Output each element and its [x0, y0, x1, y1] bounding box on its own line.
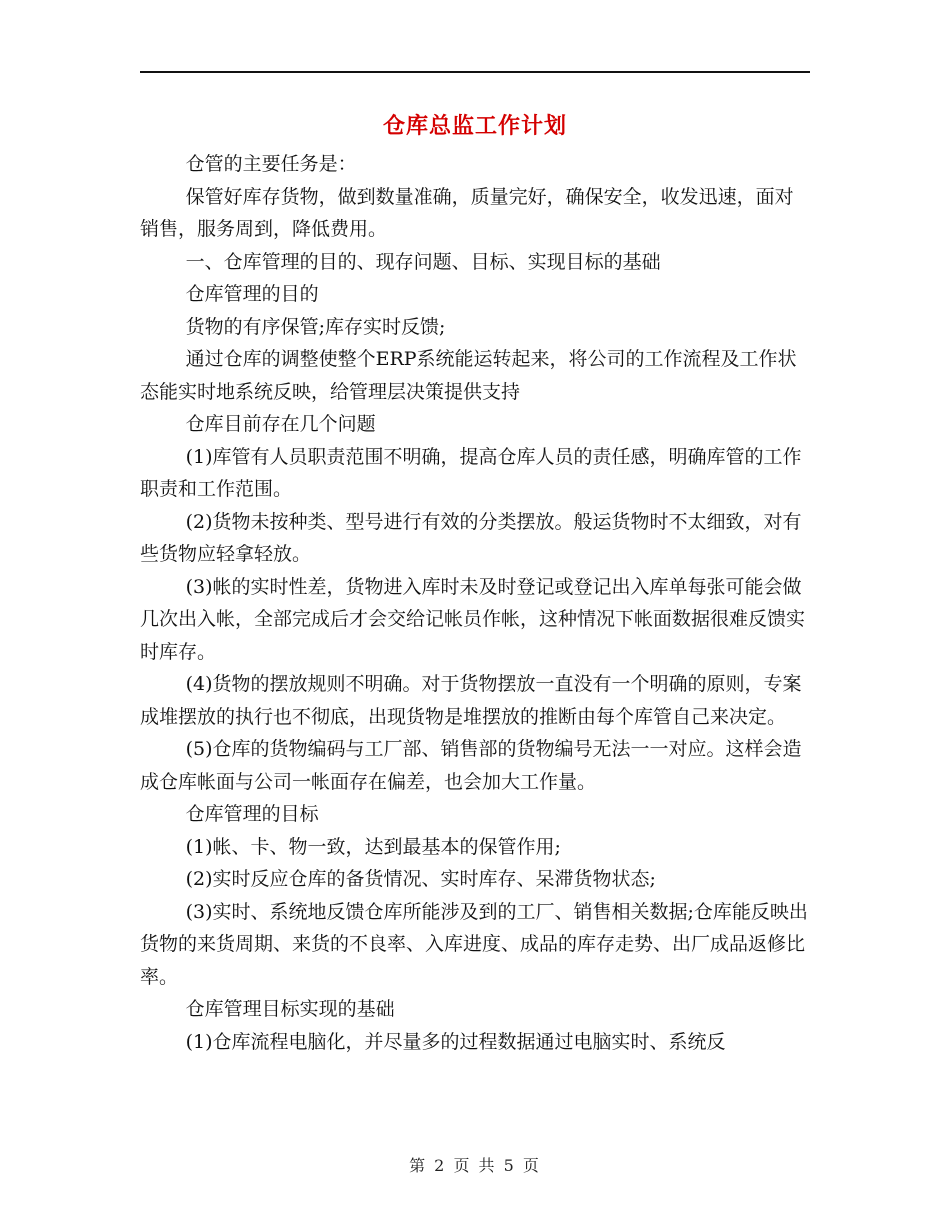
paragraph: 通过仓库的调整使整个ERP系统能运转起来，将公司的工作流程及工作状态能实时地系统反映，给管理层决策提供支持 [140, 348, 797, 403]
page-number-footer: 第 2 页 共 5 页 [409, 1156, 541, 1175]
paragraph: (3)帐的实时性差，货物进入库时未及时登记或登记出入库单每张可能会做几次出入帐，全部完成后才会交给记帐员作帐，这种情况下帐面数据很难反馈实时库存。 [140, 575, 806, 663]
paragraph: 仓管的主要任务是： [185, 153, 357, 175]
paragraph: (2)实时反应仓库的备货情况、实时库存、呆滞货物状态; [185, 868, 656, 890]
paragraph: 仓库管理的目标 [185, 803, 319, 825]
paragraph: 仓库管理目标实现的基础 [185, 998, 395, 1020]
paragraph: 货物的有序保管;库存实时反馈; [185, 315, 446, 338]
paragraph: (3)实时、系统地反馈仓库所能涉及到的工厂、销售相关数据;仓库能反映出货物的来货周期、来货的不良率、入库进度、成品的库存走势、出厂成品返修比率。 [140, 900, 808, 988]
paragraph: (5)仓库的货物编码与工厂部、销售部的货物编号无法一一对应。这样会造成仓库帐面与公司一帐面存在偏差，也会加大工作量。 [140, 738, 802, 793]
paragraph: 仓库目前存在几个问题 [185, 413, 376, 435]
document-body [140, 148, 810, 1058]
paragraph: 仓库管理的目的 [185, 283, 319, 305]
document-title: 仓库总监工作计划 [382, 113, 567, 139]
paragraph: (1)仓库流程电脑化，并尽量多的过程数据通过电脑实时、系统反 [185, 1030, 726, 1053]
paragraph: 保管好库存货物，做到数量准确，质量完好，确保安全，收发迅速，面对销售，服务周到，降低费用。 [140, 185, 794, 240]
paragraph: 一、仓库管理的目的、现存问题、目标、实现目标的基础 [185, 250, 661, 273]
paragraph: (4)货物的摆放规则不明确。对于货物摆放一直没有一个明确的原则，专案成堆摆放的执行也不彻底，出现货物是堆摆放的推断由每个库管自己来决定。 [140, 673, 802, 728]
paragraph: (1)库管有人员职责范围不明确，提高仓库人员的责任感，明确库管的工作职责和工作范围。 [140, 445, 802, 500]
paragraph: (2)货物未按种类、型号进行有效的分类摆放。般运货物时不太细致，对有些货物应轻拿轻放。 [140, 510, 802, 565]
header-rule [140, 71, 810, 73]
paragraph: (1)帐、卡、物一致，达到最基本的保管作用; [185, 835, 561, 858]
